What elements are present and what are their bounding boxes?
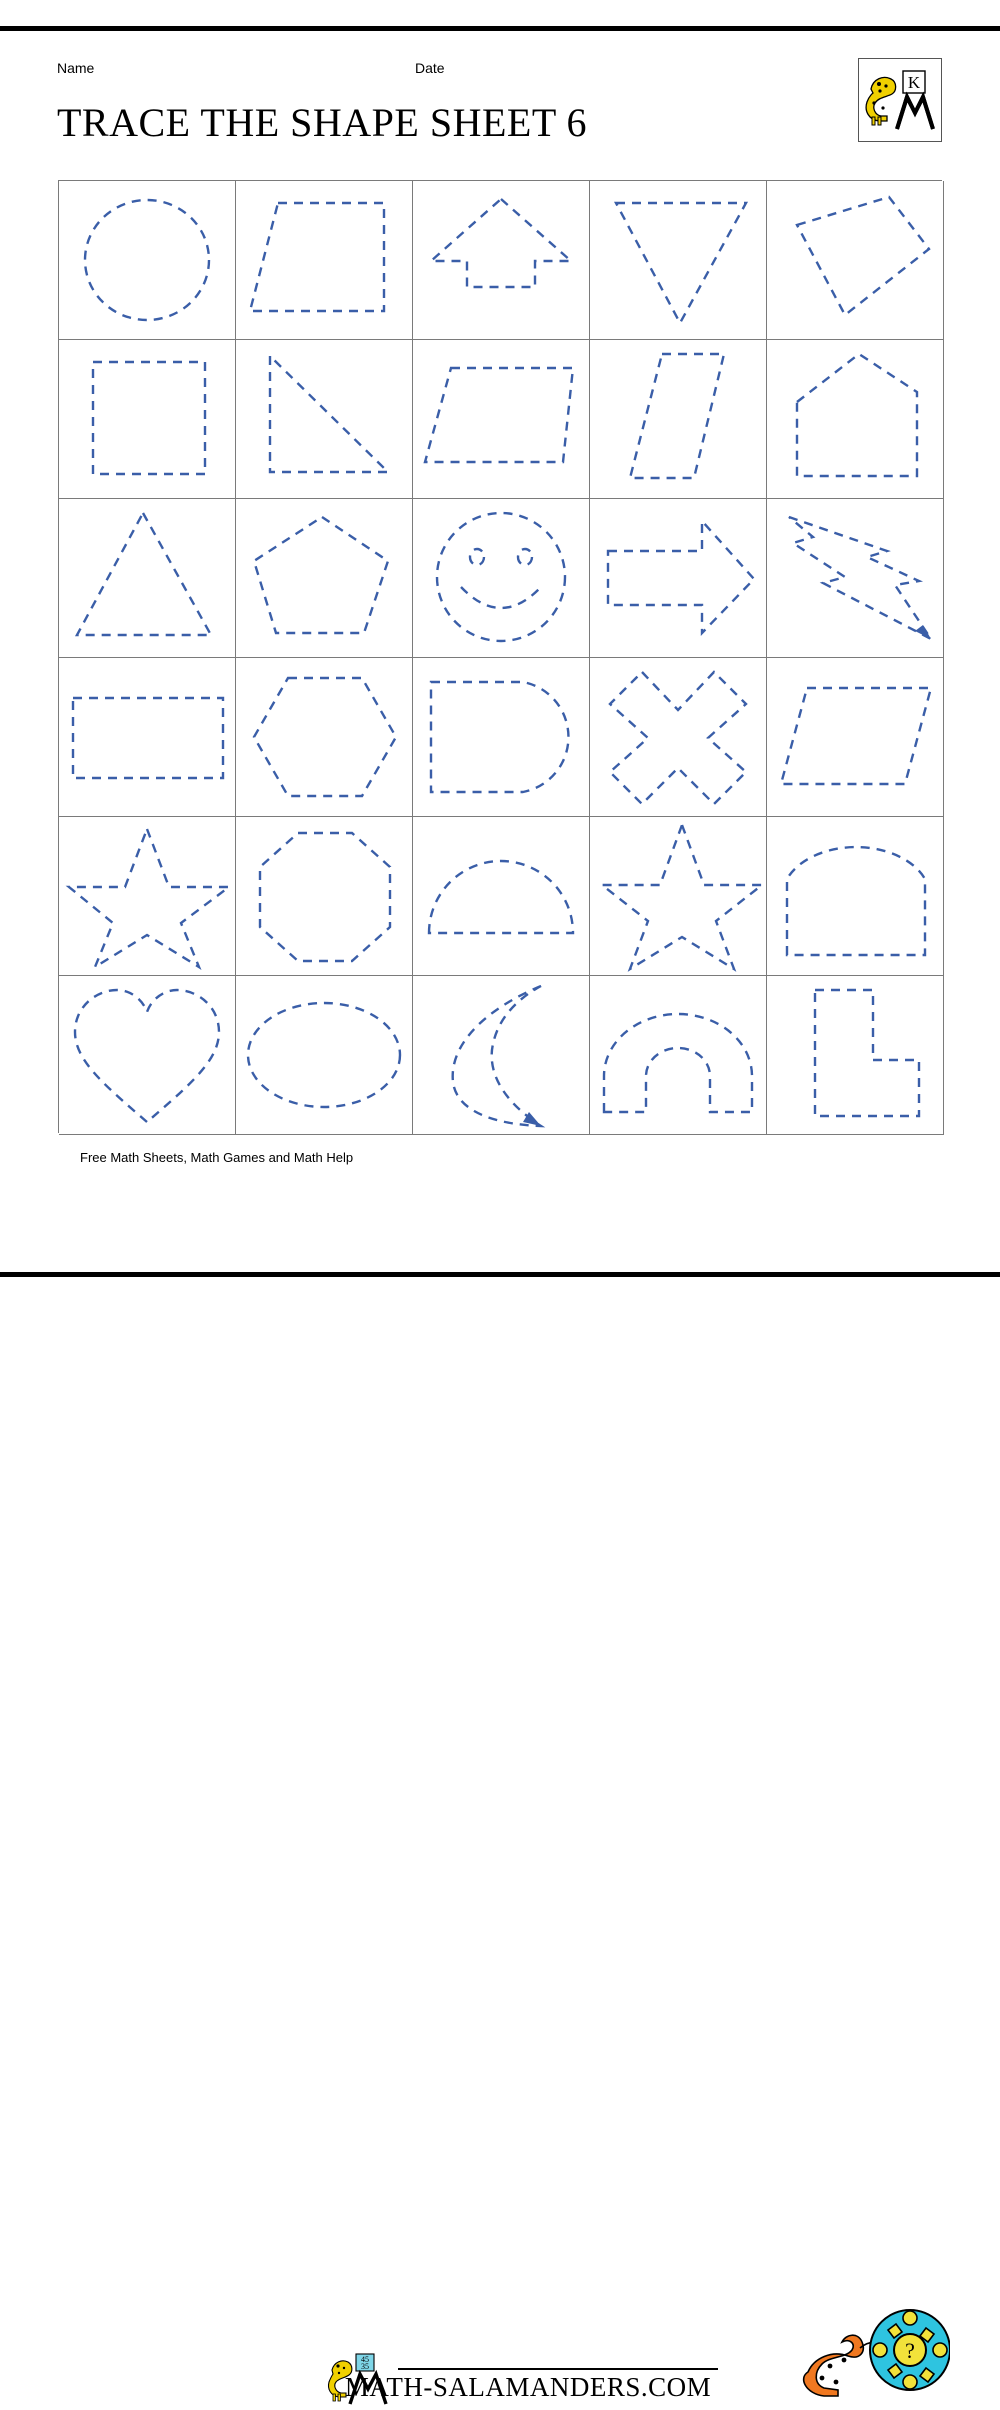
svg-text:45: 45	[361, 2355, 369, 2364]
shape-cell-star-2	[590, 817, 767, 976]
shape-cell-rectangle	[59, 658, 236, 817]
svg-text:35: 35	[361, 2362, 369, 2371]
date-label: Date	[415, 60, 445, 76]
svg-text:?: ?	[905, 2338, 915, 2363]
shape-cell-parallelogram-wide	[767, 658, 944, 817]
shape-cell-trapezium	[413, 340, 590, 499]
shape-cell-heart	[59, 976, 236, 1135]
shape-cell-oval	[236, 976, 413, 1135]
shape-cell-d-shape	[413, 658, 590, 817]
shape-cell-right-triangle	[236, 340, 413, 499]
shape-cell-semicircle	[413, 817, 590, 976]
shape-cell-parallelogram-tall	[590, 340, 767, 499]
shape-cell-trapezoid	[236, 181, 413, 340]
shape-cell-cross-x	[590, 658, 767, 817]
salamander-mascot-icon	[800, 2298, 950, 2408]
shape-cell-rainbow-arc	[590, 976, 767, 1135]
footer-divider	[398, 2368, 718, 2370]
shape-cell-kite	[767, 181, 944, 340]
shape-cell-right-arrow	[590, 499, 767, 658]
shape-cell-up-arrow	[413, 181, 590, 340]
footer	[0, 1150, 1000, 2402]
trace-shapes-grid	[58, 180, 942, 1133]
shape-cell-arch	[767, 817, 944, 976]
bottom-divider	[0, 1272, 1000, 1277]
footer-site-name[interactable]: MATH-SALAMANDERS.COM	[344, 2372, 712, 2402]
shape-cell-square	[59, 340, 236, 499]
page-title: TRACE THE SHAPE SHEET 6	[57, 100, 588, 145]
shape-cell-circle	[59, 181, 236, 340]
shape-cell-l-shape	[767, 976, 944, 1135]
shape-cell-lightning-bolt	[767, 499, 944, 658]
footer-tagline: Free Math Sheets, Math Games and Math Help	[80, 1150, 354, 1165]
shape-cell-pentagon	[236, 499, 413, 658]
math-salamanders-logo	[858, 58, 942, 142]
shape-cell-crescent	[413, 976, 590, 1135]
shape-cell-hexagon	[236, 658, 413, 817]
shape-cell-pentagon-house	[767, 340, 944, 499]
shape-cell-inverted-triangle	[590, 181, 767, 340]
name-label: Name	[57, 60, 95, 76]
top-divider	[0, 26, 1000, 31]
shape-cell-smiley-face	[413, 499, 590, 658]
shape-cell-octagon	[236, 817, 413, 976]
shape-cell-triangle	[59, 499, 236, 658]
svg-text:K: K	[907, 73, 921, 92]
shape-cell-star-1	[59, 817, 236, 976]
